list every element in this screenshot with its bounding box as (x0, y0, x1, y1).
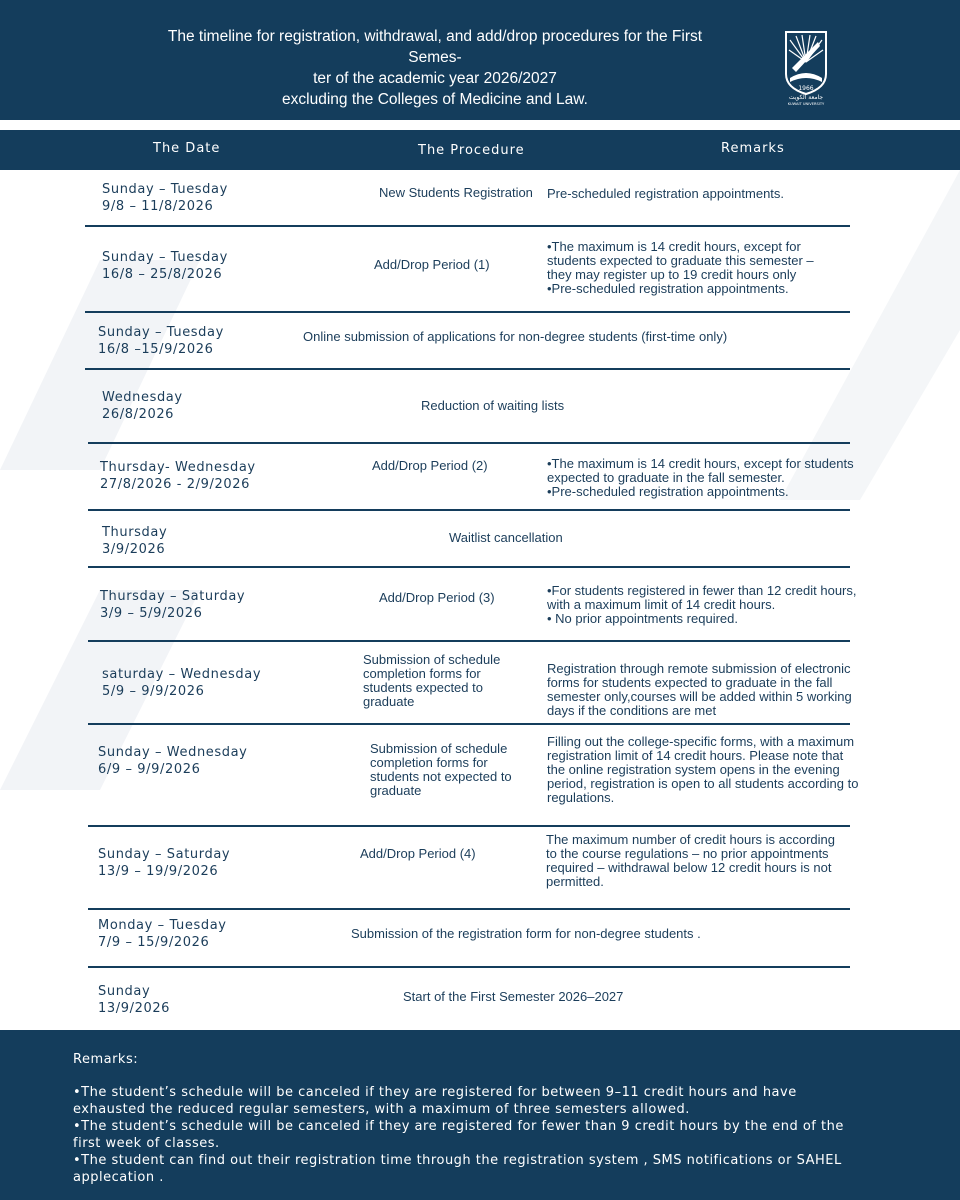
footer-remarks (0, 1030, 960, 1200)
procedure-line: graduate (370, 783, 422, 798)
row-date (98, 744, 247, 778)
row-date (98, 324, 224, 358)
row-procedure (303, 330, 727, 344)
row-divider (88, 442, 850, 444)
row-date (102, 249, 228, 283)
remark-line: •The maximum is 14 credit hours, except for students (547, 456, 854, 471)
procedure-line: completion forms for (370, 755, 488, 770)
date-line: Thursday – Saturday (100, 589, 246, 604)
row-divider (88, 825, 850, 827)
date-line: 13/9/2026 (98, 1001, 171, 1016)
remark-line: regulations. (547, 790, 615, 805)
remark-line: forms for students expected to graduate in the fall (547, 675, 833, 690)
remark-line: •Pre-scheduled registration appointments. (547, 281, 789, 296)
title-line: The timeline for registration, withdrawal, and add/drop procedures for the First Semes- (167, 28, 703, 66)
column-header-date: The Date (153, 141, 221, 156)
row-date (98, 846, 230, 880)
title-line: excluding the Colleges of Medicine and Law. (282, 91, 588, 108)
title-line: ter of the academic year 2026/2027 (313, 70, 557, 87)
row-remarks (547, 662, 852, 718)
date-line: 3/9 – 5/9/2026 (100, 606, 203, 621)
row-divider (88, 640, 850, 642)
date-line: 6/9 – 9/9/2026 (98, 762, 201, 777)
row-date (102, 524, 167, 558)
row-remarks (547, 240, 814, 296)
procedure-line: New Students Registration (379, 185, 533, 200)
date-line: 27/8/2026 - 2/9/2026 (100, 477, 250, 492)
footer-note: •The student’s schedule will be canceled if they are registered for between 9–11 credit hours and have exhausted the reduced regular semesters, with a maximum of three semesters allowed. (73, 1085, 797, 1117)
footer-title: Remarks: (73, 1052, 139, 1067)
remark-line: required – withdrawal below 12 credit hours is not (546, 860, 832, 875)
row-date (102, 666, 261, 700)
row-procedure (379, 591, 495, 605)
remark-line: Registration through remote submission of electronic (547, 661, 851, 676)
row-remarks (547, 457, 854, 499)
row-procedure (403, 990, 623, 1004)
procedure-line: graduate (363, 694, 415, 709)
remark-line: •Pre-scheduled registration appointments. (547, 484, 789, 499)
procedure-line: completion forms for (363, 666, 481, 681)
row-divider (88, 509, 850, 511)
footer-note: •The student can find out their registration time through the registration system , SMS notifications or SAHEL applecation . (73, 1153, 842, 1185)
row-date (98, 983, 170, 1017)
page-title (140, 26, 730, 110)
row-procedure (351, 927, 701, 941)
row-remarks (547, 187, 784, 201)
procedure-line: Start of the First Semester 2026–2027 (403, 989, 624, 1004)
footer-note: •The student’s schedule will be canceled if they are registered for fewer than 9 credit hours by the end of the first week of classes. (73, 1119, 844, 1151)
kuwait-university-logo (778, 28, 834, 106)
date-line: 5/9 – 9/9/2026 (102, 684, 205, 699)
date-line: Sunday – Tuesday (98, 325, 224, 340)
procedure-line: Add/Drop Period (4) (360, 846, 476, 861)
row-procedure (379, 186, 533, 200)
date-line: Sunday – Saturday (98, 847, 231, 862)
remark-line: to the course regulations – no prior appointments (546, 846, 829, 861)
logo-arabic-text: جامعة الكويت (788, 94, 824, 101)
procedure-line: Reduction of waiting lists (421, 398, 565, 413)
date-line: 16/8 –15/9/2026 (98, 342, 214, 357)
row-divider (88, 566, 850, 568)
row-date (100, 588, 245, 622)
row-procedure (449, 531, 563, 545)
row-divider (85, 368, 850, 370)
remark-line: The maximum number of credit hours is according (546, 832, 836, 847)
date-line: 13/9 – 19/9/2026 (98, 864, 219, 879)
remark-line: registration limit of 14 credit hours. Please note that (547, 748, 844, 763)
row-date (98, 917, 227, 951)
procedure-line: Online submission of applications for non-degree students (first-time only) (303, 329, 728, 344)
date-line: Wednesday (102, 390, 183, 405)
date-line: Sunday – Wednesday (98, 745, 248, 760)
row-remarks (547, 735, 858, 805)
row-remarks (546, 833, 835, 889)
logo-english-text: KUWAIT UNIVERSITY (787, 102, 825, 106)
date-line: Sunday (98, 984, 151, 999)
column-header-bar (0, 130, 960, 170)
remark-line: they may register up to 19 credit hours only (547, 267, 797, 282)
remark-line: Pre-scheduled registration appointments. (547, 186, 785, 201)
footer-notes-list (73, 1084, 853, 1186)
date-line: saturday – Wednesday (102, 667, 262, 682)
remark-line: •The maximum is 14 credit hours, except for (547, 239, 801, 254)
remark-line: • No prior appointments required. (547, 611, 738, 626)
remark-line: students expected to graduate this semester – (547, 253, 814, 268)
date-line: Thursday (102, 525, 168, 540)
row-divider (88, 966, 850, 968)
row-procedure (360, 847, 476, 861)
remark-line: with a maximum limit of 14 credit hours. (547, 597, 776, 612)
row-procedure (370, 742, 512, 798)
row-date (102, 389, 183, 423)
row-divider (88, 723, 850, 725)
date-line: Monday – Tuesday (98, 918, 227, 933)
row-procedure (421, 399, 564, 413)
row-procedure (374, 258, 490, 272)
procedure-line: students expected to (363, 680, 483, 695)
date-line: Sunday – Tuesday (102, 182, 228, 197)
row-date (102, 181, 228, 215)
procedure-line: students not expected to (370, 769, 512, 784)
procedure-line: Submission of schedule (363, 652, 501, 667)
procedure-line: Submission of the registration form for non-degree students . (351, 926, 701, 941)
procedure-line: Add/Drop Period (2) (372, 458, 488, 473)
procedure-line: Waitlist cancellation (449, 530, 563, 545)
date-line: 7/9 – 15/9/2026 (98, 935, 210, 950)
row-remarks (547, 584, 857, 626)
logo-year: 1966 (798, 85, 814, 92)
procedure-line: Add/Drop Period (1) (374, 257, 490, 272)
remark-line: expected to graduate in the fall semester. (547, 470, 785, 485)
row-date (100, 459, 256, 493)
remark-line: permitted. (546, 874, 604, 889)
row-procedure (363, 653, 500, 709)
row-procedure (372, 459, 488, 473)
procedure-line: Add/Drop Period (3) (379, 590, 495, 605)
remark-line: semester only,courses will be added within 5 working (547, 689, 852, 704)
row-divider (88, 908, 850, 910)
date-line: 16/8 – 25/8/2026 (102, 267, 223, 282)
remark-line: Filling out the college-specific forms, with a maximum (547, 734, 855, 749)
column-header-remarks: Remarks (721, 141, 785, 156)
remark-line: the online registration system opens in the evening (547, 762, 840, 777)
date-line: Thursday- Wednesday (100, 460, 256, 475)
date-line: 26/8/2026 (102, 407, 175, 422)
date-line: Sunday – Tuesday (102, 250, 228, 265)
column-header-procedure: The Procedure (418, 143, 525, 158)
remark-line: •For students registered in fewer than 12 credit hours, (547, 583, 857, 598)
date-line: 9/8 – 11/8/2026 (102, 199, 214, 214)
date-line: 3/9/2026 (102, 542, 166, 557)
remark-line: days if the conditions are met (547, 703, 717, 718)
remark-line: period, registration is open to all students according to (547, 776, 859, 791)
procedure-line: Submission of schedule (370, 741, 508, 756)
row-divider (85, 311, 850, 313)
row-divider (85, 225, 850, 227)
header-banner (0, 0, 960, 120)
